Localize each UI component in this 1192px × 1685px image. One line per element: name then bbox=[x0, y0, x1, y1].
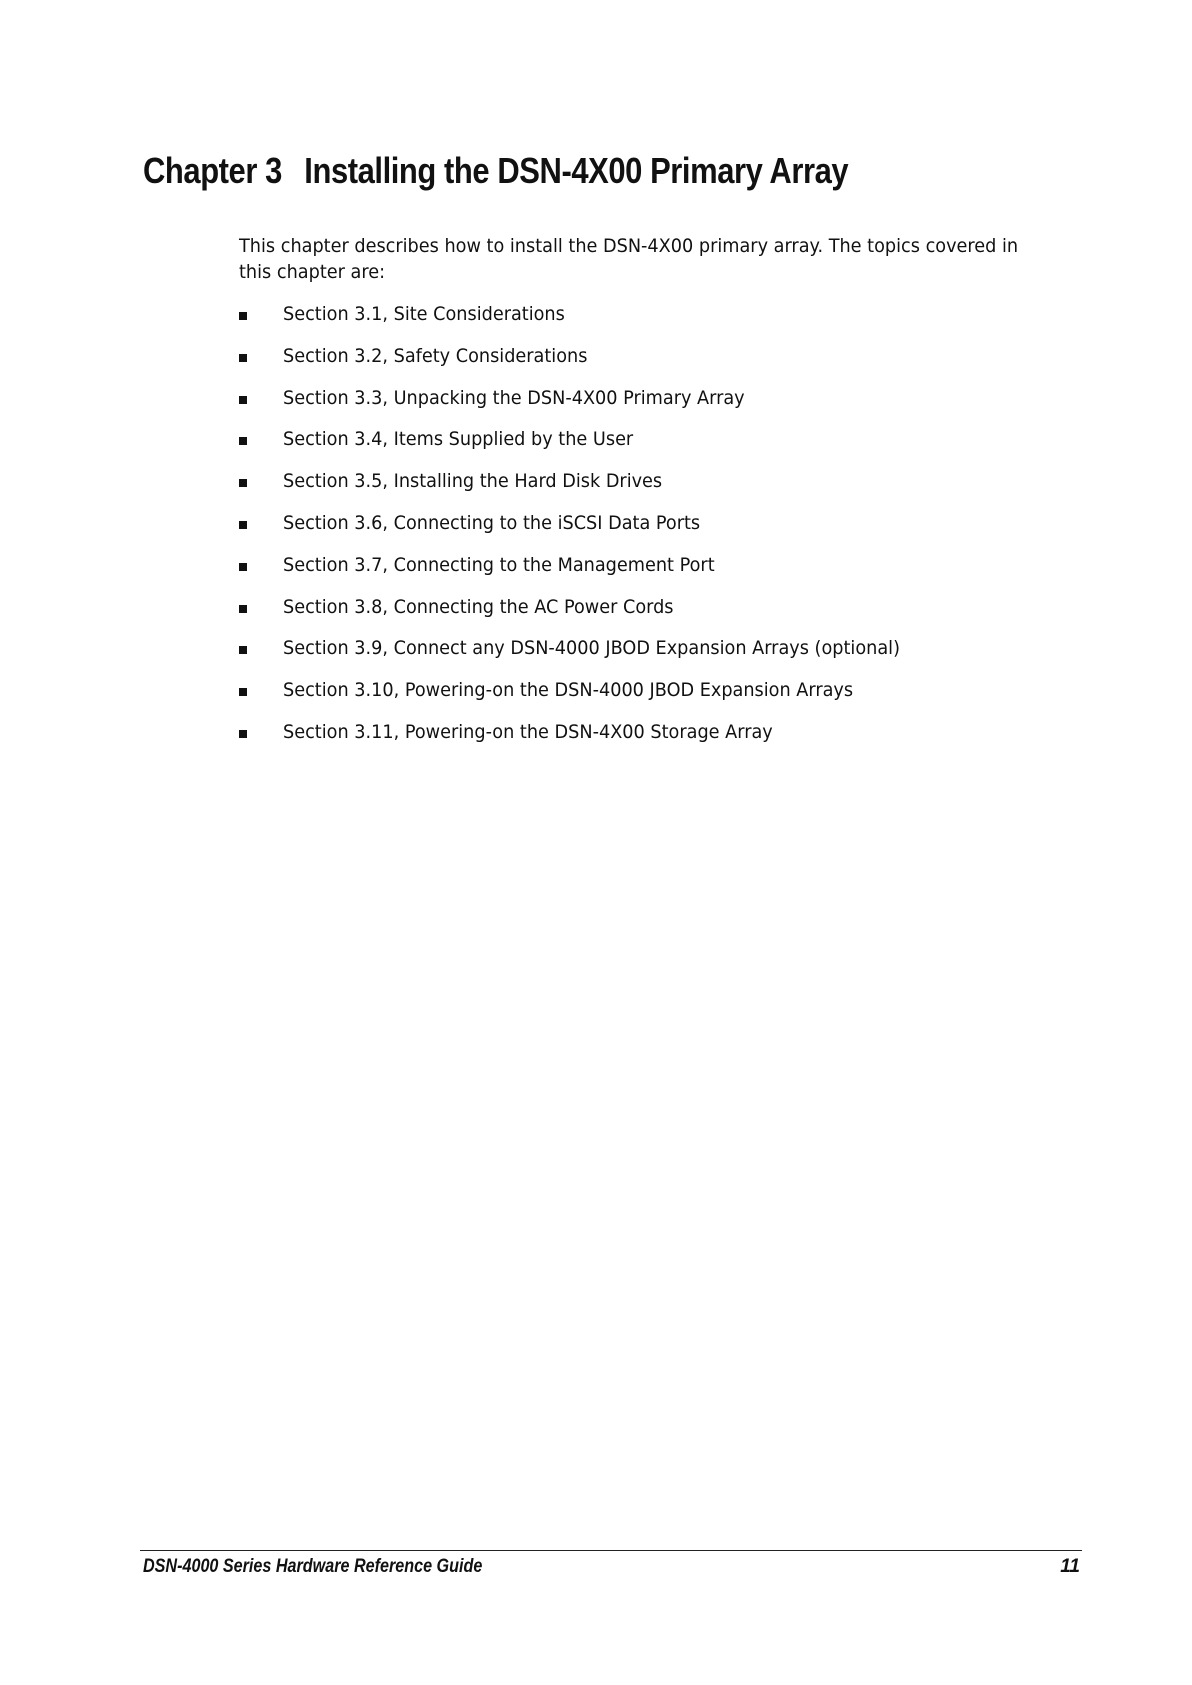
chapter-label: Chapter 3 bbox=[143, 150, 282, 191]
bullet-square-icon bbox=[239, 688, 247, 696]
list-item bbox=[239, 342, 946, 384]
list-item bbox=[239, 509, 946, 551]
topic-text: Section 3.4, Items Supplied by the User bbox=[283, 428, 634, 451]
bullet-square-icon bbox=[239, 605, 247, 613]
topic-text: Section 3.9, Connect any DSN-4000 JBOD Expansion Arrays (optional) bbox=[283, 637, 900, 660]
footer-divider bbox=[140, 1550, 1082, 1551]
bullet-square-icon bbox=[239, 521, 247, 529]
topic-text: Section 3.8, Connecting the AC Power Cords bbox=[283, 595, 674, 618]
topic-text: Section 3.1, Site Considerations bbox=[283, 303, 565, 325]
bullet-square-icon bbox=[239, 646, 247, 654]
list-item bbox=[239, 300, 946, 342]
bullet-square-icon bbox=[239, 730, 247, 738]
list-item bbox=[239, 384, 946, 426]
list-item bbox=[239, 425, 946, 467]
list-item bbox=[239, 593, 946, 635]
list-item bbox=[239, 467, 946, 509]
topic-text: Section 3.10, Powering-on the DSN-4000 JBOD Expansion Arrays bbox=[283, 679, 854, 702]
footer-guide-title: DSN-4000 Series Hardware Reference Guide bbox=[143, 1556, 483, 1577]
topic-text: Section 3.5, Installing the Hard Disk Drives bbox=[283, 470, 663, 493]
intro-paragraph: This chapter describes how to install the DSN-4X00 primary array. The topics covered in this chapter are: bbox=[239, 235, 1019, 283]
topic-text: Section 3.7, Connecting to the Management Port bbox=[283, 553, 715, 576]
chapter-heading bbox=[143, 150, 848, 192]
bullet-square-icon bbox=[239, 479, 247, 487]
bullet-square-icon bbox=[239, 312, 247, 320]
topic-text: Section 3.11, Powering-on the DSN-4X00 Storage Array bbox=[283, 720, 773, 743]
topic-text: Section 3.2, Safety Considerations bbox=[283, 344, 588, 367]
list-item bbox=[239, 634, 946, 676]
chapter-title: Installing the DSN-4X00 Primary Array bbox=[304, 150, 849, 191]
footer-page-number: 11 bbox=[1060, 1556, 1080, 1577]
topic-list bbox=[239, 300, 946, 760]
bullet-square-icon bbox=[239, 396, 247, 404]
topic-text: Section 3.6, Connecting to the iSCSI Data Ports bbox=[283, 511, 701, 534]
list-item bbox=[239, 676, 946, 718]
bullet-square-icon bbox=[239, 563, 247, 571]
list-item bbox=[239, 551, 946, 593]
list-item bbox=[239, 718, 946, 760]
topic-text: Section 3.3, Unpacking the DSN-4X00 Primary Array bbox=[283, 386, 745, 409]
bullet-square-icon bbox=[239, 437, 247, 445]
bullet-square-icon bbox=[239, 354, 247, 362]
